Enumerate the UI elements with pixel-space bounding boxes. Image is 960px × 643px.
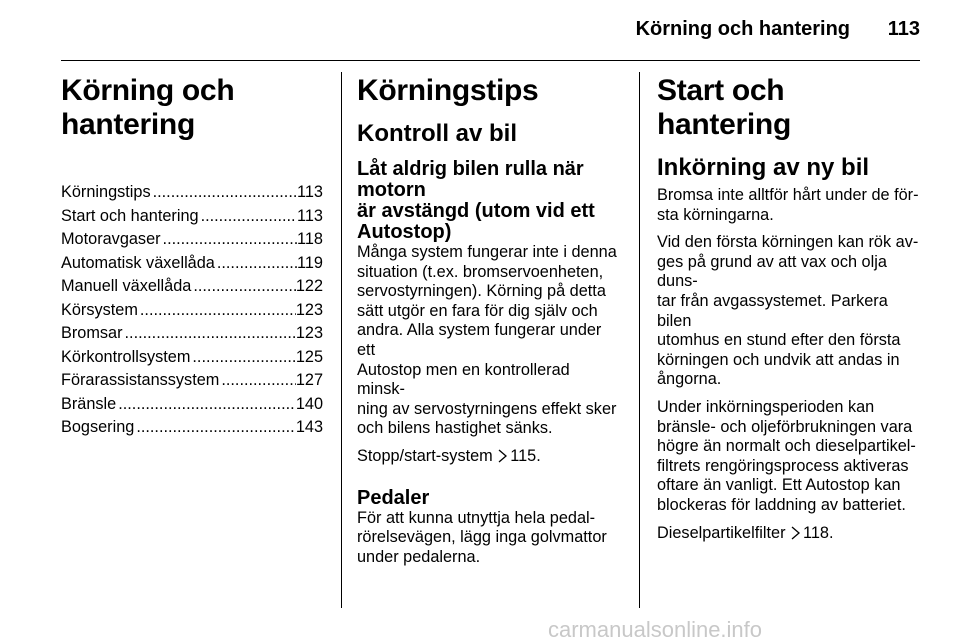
start-subtitle: Inkörning av ny bil: [657, 154, 870, 181]
toc-entry-page: 123: [295, 324, 323, 342]
toc-entry[interactable]: [61, 322, 323, 346]
toc-entry[interactable]: [61, 205, 323, 229]
toc-entry-label: Förarassistanssystem: [61, 371, 220, 389]
toc-leader-dots: [215, 252, 297, 276]
toc-entry-page: 118: [297, 230, 323, 248]
toc-entry[interactable]: [61, 393, 323, 417]
watermark: carmanualsonline.info: [548, 617, 763, 642]
chapter-title: Körning och hantering: [61, 74, 235, 141]
toc-entry-page: 143: [295, 418, 323, 436]
toc-entry-label: Bromsar: [61, 324, 123, 342]
page-header-title: Körning och hantering: [635, 18, 850, 40]
toc-entry[interactable]: [61, 228, 323, 252]
toc-entry-page: 125: [295, 347, 323, 366]
toc-list: [61, 181, 323, 440]
toc-entry[interactable]: [61, 181, 323, 205]
triangle-arrow-icon: [791, 524, 800, 544]
toc-leader-dots: [199, 205, 297, 229]
column-divider-2: [639, 72, 640, 608]
toc-leader-dots: [138, 299, 296, 323]
toc-entry[interactable]: [61, 252, 323, 276]
tips-column: [357, 74, 622, 575]
break-in-paragraph-1: Bromsa inte alltför hårt under de för- sta körningarna.: [657, 186, 919, 224]
toc-entry-label: Körningstips: [61, 183, 151, 201]
page-number: 113: [887, 18, 920, 40]
toc-entry-page: 119: [297, 253, 323, 272]
start-column: [657, 74, 922, 551]
toc-entry[interactable]: [61, 346, 323, 370]
toc-entry[interactable]: [61, 416, 323, 440]
toc-leader-dots: [190, 346, 295, 370]
toc-entry-label: Manuell växellåda: [61, 277, 192, 295]
toc-entry-page: 140: [295, 394, 323, 413]
toc-entry-page: 122: [295, 277, 323, 295]
toc-entry[interactable]: [61, 299, 323, 323]
toc-leader-dots: [219, 369, 295, 393]
toc-entry-label: Motoravgaser: [61, 230, 161, 248]
toc-entry-page: 113: [297, 183, 323, 201]
break-in-paragraph-2: Vid den första körningen kan rök av- ges på grund av att vax och olja duns- tar från avgassystemet. Parkera bilen utomhus en stund efter den första körningen och undvik att andas in ångorna.: [657, 233, 919, 389]
stop-start-xref[interactable]: Stopp/start-system 115.: [357, 446, 541, 465]
warning-heading: Låt aldrig bilen rulla när motorn är avstängd (utom vid ett Autostop): [357, 158, 595, 243]
toc-leader-dots: [116, 393, 296, 417]
toc-entry-page: 123: [295, 300, 323, 319]
toc-entry-page: 127: [295, 371, 323, 389]
warning-body: Många system fungerar inte i denna situation (t.ex. bromservoenheten, servostyrningen). Körning på detta sätt utgör en fara för dig själv och andra. Alla system fungerar under ett Autostop men en kontrollerad minsk- ning av servostyrningens effekt sker och bilens hastighet sänks.: [357, 243, 617, 438]
toc-entry-label: Körsystem: [61, 300, 138, 319]
column-divider-1: [341, 72, 342, 608]
toc-entry-label: Start och hantering: [61, 206, 199, 225]
toc-entry-label: Bränsle: [61, 394, 117, 413]
toc-entry[interactable]: [61, 275, 323, 299]
toc-leader-dots: [191, 275, 295, 299]
break-in-paragraph-3: Under inkörningsperioden kan bränsle- och oljeförbrukningen vara högre än normalt och dieselpartikel- filtrets rengöringsprocess aktiveras oftare än vanligt. Ett Autostop kan blockeras för laddning av batteriet.: [657, 397, 916, 514]
toc-column: [61, 74, 323, 440]
toc-entry-page: 113: [297, 206, 323, 225]
pedals-body: För att kunna utnyttja hela pedal- rörelsevägen, lägg inga golvmattor under pedalerna.: [357, 508, 607, 566]
toc-leader-dots: [151, 181, 297, 205]
toc-entry-label: Körkontrollsystem: [61, 347, 191, 366]
tips-subtitle: Kontroll av bil: [357, 120, 518, 147]
dpf-xref[interactable]: Dieselpartikelfilter 118.: [657, 523, 834, 542]
header-rule: [61, 60, 920, 61]
toc-entry[interactable]: [61, 369, 323, 393]
toc-leader-dots: [123, 322, 296, 346]
toc-entry-label: Automatisk växellåda: [61, 253, 215, 272]
start-section-title: Start och hantering: [657, 74, 791, 141]
toc-leader-dots: [161, 228, 297, 252]
toc-entry-label: Bogsering: [61, 418, 135, 436]
tips-section-title: Körningstips: [357, 74, 539, 107]
toc-leader-dots: [134, 416, 296, 440]
pedals-heading: Pedaler: [357, 486, 430, 509]
triangle-arrow-icon: [498, 447, 507, 467]
